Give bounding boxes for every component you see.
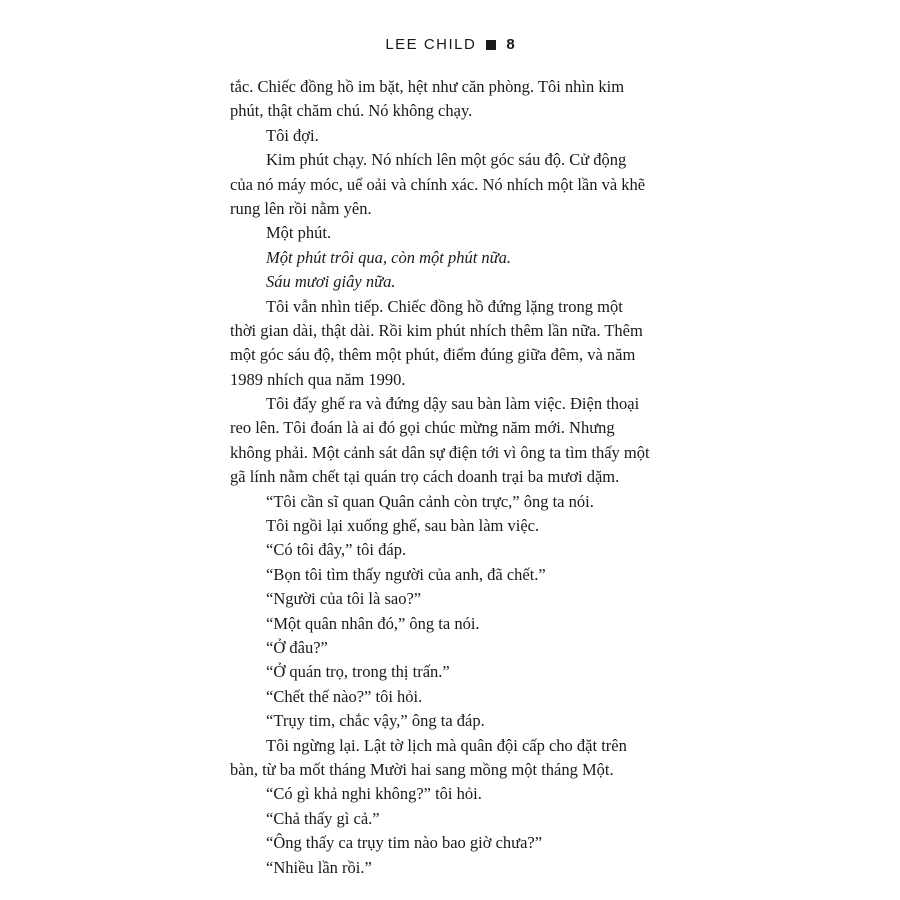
text-line: Tôi ngồi lại xuống ghế, sau bàn làm việc. [266,516,540,536]
text-line: rung lên rồi nằm yên. [230,198,372,218]
body-text [230,75,688,880]
text-line: “Người của tôi là sao?” [266,589,422,609]
text-line: “Ở quán trọ, trong thị trấn.” [266,662,450,682]
text-line: Tôi ngừng lại. Lật tờ lịch mà quân đội cấp cho đặt trên [266,735,627,755]
text-line: thời gian dài, thật dài. Rồi kim phút nhích thêm lần nữa. Thêm [230,320,643,340]
page-number: 8 [506,36,515,53]
text-line: “Chết thế nào?” tôi hỏi. [266,686,423,706]
text-line: “Nhiều lần rồi.” [266,857,372,877]
text-line: Kim phút chạy. Nó nhích lên một góc sáu độ. Cử động [266,150,627,170]
text-line: của nó máy móc, uể oải và chính xác. Nó nhích một lần và khẽ [230,174,646,194]
text-line: Tôi đẩy ghế ra và đứng dậy sau bàn làm việc. Điện thoại [266,394,640,414]
text-line: “Một quân nhân đó,” ông ta nói. [266,613,480,633]
text-line: “Ông thấy ca trụy tim nào bao giờ chưa?” [266,833,543,853]
text-line: “Trụy tim, chắc vậy,” ông ta đáp. [266,711,485,731]
text-line: phút, thật chăm chú. Nó không chạy. [230,101,473,121]
text-line: “Có tôi đây,” tôi đáp. [266,540,407,560]
header-author: LEE CHILD [385,36,477,53]
text-line: Tôi đợi. [266,125,319,145]
text-line: 1989 nhích qua năm 1990. [230,369,406,389]
text-line: Một phút. [266,223,332,243]
text-line: tắc. Chiếc đồng hồ im bặt, hệt như căn phòng. Tôi nhìn kim [230,77,625,96]
text-line: Một phút trôi qua, còn một phút nữa. [266,247,512,267]
text-line: “Chả thấy gì cả.” [266,808,380,828]
text-line: Tôi vẫn nhìn tiếp. Chiếc đồng hồ đứng lặng trong một [266,296,623,316]
text-line: bàn, từ ba mốt tháng Mười hai sang mồng một tháng Một. [230,759,614,779]
text-line: một góc sáu độ, thêm một phút, điểm đúng giữa đêm, và năm [230,345,636,365]
text-line: “Có gì khả nghi không?” tôi hỏi. [266,784,482,804]
text-line: “Tôi cần sĩ quan Quân cảnh còn trực,” ông ta nói. [266,491,594,511]
text-line: gã lính nằm chết tại quán trọ cách doanh trại ba mươi dặm. [230,467,620,487]
text-line: không phải. Một cảnh sát dân sự điện tới vì ông ta tìm thấy một [230,442,650,462]
square-separator-icon [486,40,496,50]
text-line: “Bọn tôi tìm thấy người của anh, đã chết.” [266,564,546,584]
text-line: “Ở đâu?” [266,637,328,657]
text-line: Sáu mươi giây nữa. [266,272,396,292]
running-header [0,36,900,53]
text-line: reo lên. Tôi đoán là ai đó gọi chúc mừng năm mới. Nhưng [230,418,615,438]
